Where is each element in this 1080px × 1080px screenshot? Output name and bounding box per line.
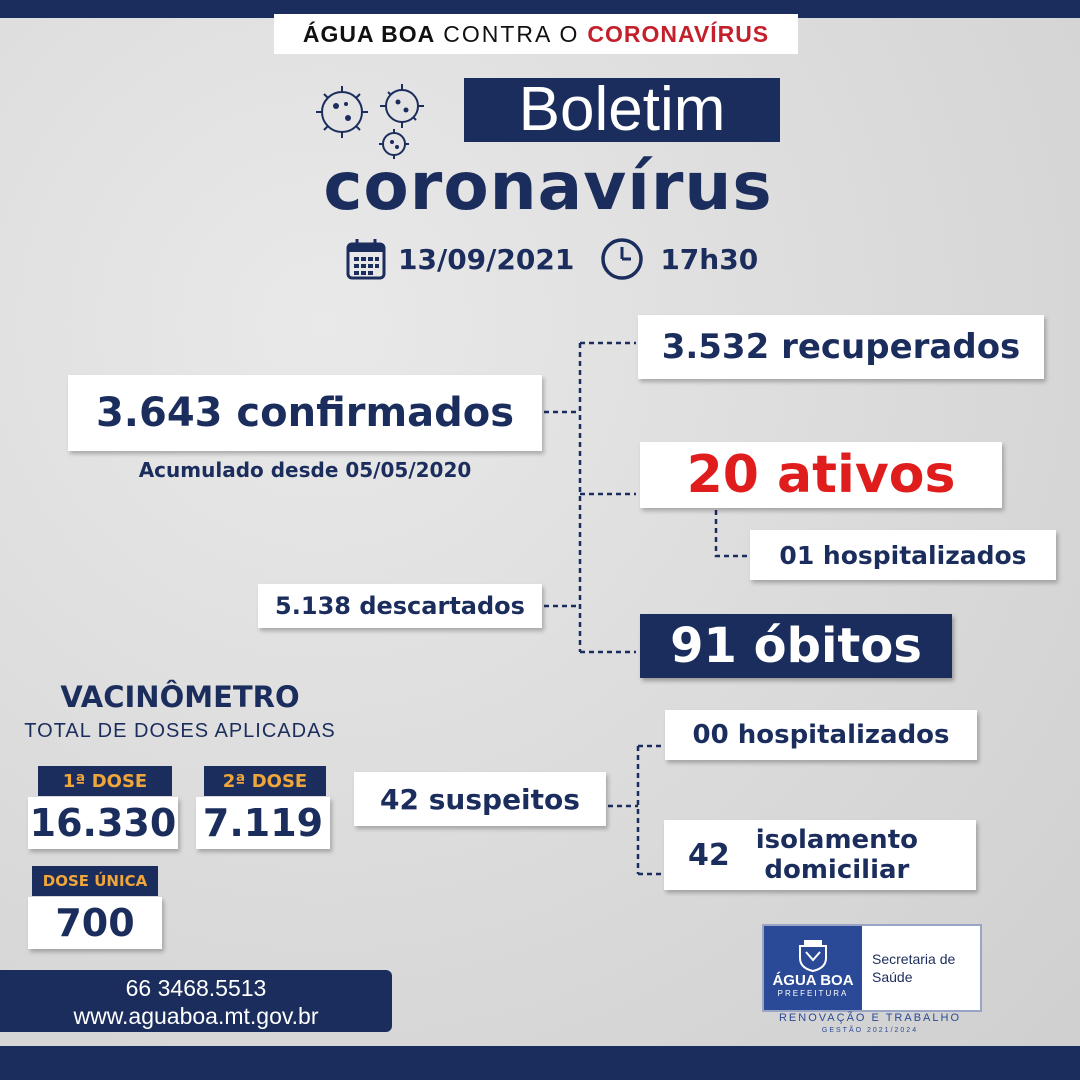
slogan: RENOVAÇÃO E TRABALHO <box>778 1012 962 1024</box>
gestao-text: GESTÃO 2021/2024 <box>821 1027 919 1034</box>
isolation-line2: domiciliar <box>764 855 910 885</box>
prefeitura-logo <box>762 924 982 1012</box>
logo-right-panel <box>862 926 980 1010</box>
recovered-card: 3.532 recuperados <box>638 315 1044 379</box>
isolation-label <box>756 825 918 885</box>
header-contra: CONTRA O <box>443 20 580 47</box>
confirmed-card: 3.643 confirmados <box>68 375 542 451</box>
time-text: 17h30 <box>660 242 759 276</box>
logo-prefeitura: PREFEITURA <box>777 989 849 998</box>
crest-icon <box>796 938 830 972</box>
single-dose-label: DOSE ÚNICA <box>32 866 158 896</box>
discarded-card: 5.138 descartados <box>258 584 542 628</box>
accumulated-note: Acumulado desde 05/05/2020 <box>138 458 472 482</box>
dose2-label: 2ª DOSE <box>204 766 326 796</box>
suspects-card: 42 suspeitos <box>354 772 606 826</box>
logo-left-panel <box>764 926 862 1010</box>
dose2-value: 7.119 <box>196 797 330 849</box>
vaccinometer-title: VACINÔMETRO <box>60 680 300 714</box>
active-card: 20 ativos <box>640 442 1002 508</box>
website-link[interactable]: www.aguaboa.mt.gov.br <box>73 1003 319 1029</box>
single-dose-value: 700 <box>28 897 162 949</box>
isolation-line1: isolamento <box>755 825 918 855</box>
bottom-bar <box>0 1046 1080 1080</box>
active-hospitalized-card: 01 hospitalizados <box>750 530 1056 580</box>
secretaria-line1: Secretaria de <box>872 951 956 967</box>
contact-box <box>0 970 392 1032</box>
header-coronavirus: CORONAVÍRUS <box>587 20 770 47</box>
header-city: ÁGUA BOA <box>302 20 436 47</box>
vaccinometer-subtitle: TOTAL DE DOSES APLICADAS <box>24 720 336 742</box>
dose1-label: 1ª DOSE <box>38 766 172 796</box>
secretaria-line2: Saúde <box>872 969 913 985</box>
home-isolation-card <box>664 820 976 890</box>
date-text: 13/09/2021 <box>398 242 575 276</box>
phone-number[interactable]: 66 3468.5513 <box>125 975 267 1001</box>
dose1-value: 16.330 <box>28 797 178 849</box>
deaths-card: 91 óbitos <box>640 614 952 678</box>
coronavirus-title: coronavírus <box>323 148 773 225</box>
suspect-hospitalized-card: 00 hospitalizados <box>665 710 977 760</box>
logo-city: ÁGUA BOA <box>772 972 854 989</box>
boletim-title: Boletim <box>464 78 780 142</box>
isolation-count: 42 <box>688 837 730 873</box>
